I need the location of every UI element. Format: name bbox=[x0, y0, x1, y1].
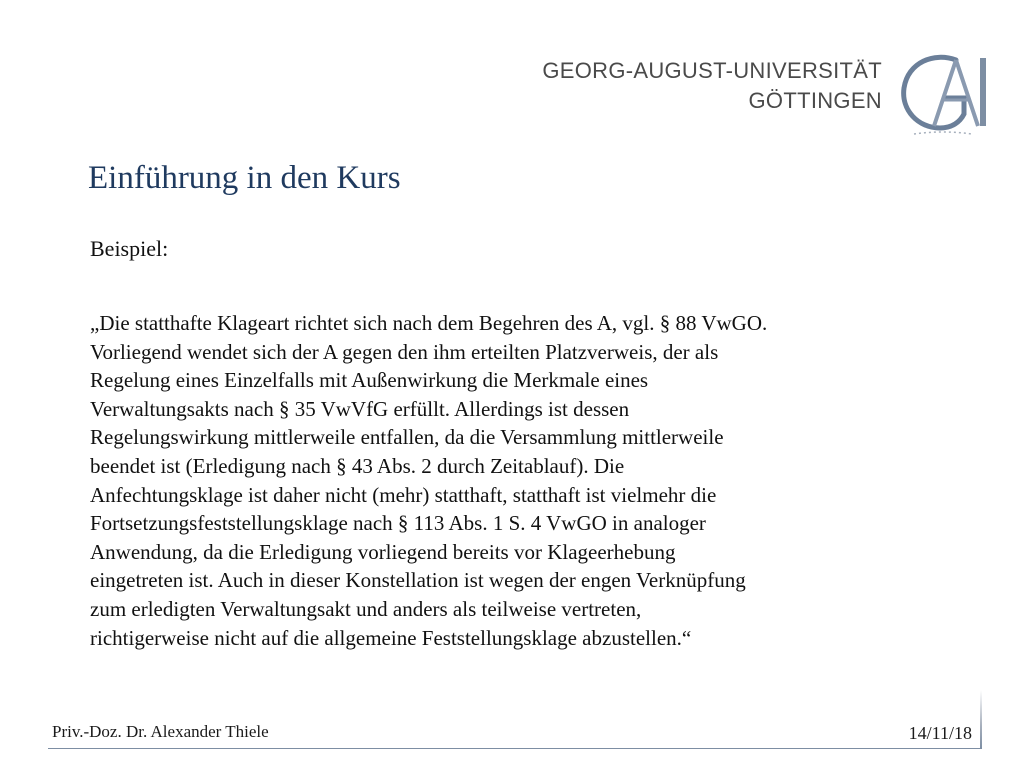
university-name bbox=[542, 56, 882, 116]
footer-author: Priv.-Doz. Dr. Alexander Thiele bbox=[52, 722, 269, 741]
university-name-line1: GEORG-AUGUST-UNIVERSITÄT bbox=[542, 58, 882, 83]
quote-line: Fortsetzungsfeststellungsklage nach § 113 Abs. 1 S. 4 VwGO in analoger bbox=[90, 511, 706, 536]
quote-line: Anwendung, da die Erledigung vorliegend bereits vor Klageerhebung bbox=[90, 539, 676, 564]
university-logo bbox=[894, 46, 992, 138]
logo-baseline bbox=[914, 132, 972, 134]
quote-line: „Die statthafte Klageart richtet sich nach dem Begehren des A, vgl. § 88 VwGO. bbox=[90, 311, 768, 335]
quote-line: Regelung eines Einzelfalls mit Außenwirkung die Merkmale eines bbox=[90, 368, 649, 393]
quote-line: Regelungswirkung mittlerweile entfallen, da die Versammlung mittlerweile bbox=[90, 425, 724, 450]
footer-vertical-divider bbox=[980, 690, 982, 749]
quote-line: beendet ist (Erledigung nach § 43 Abs. 2 durch Zeitablauf). Die bbox=[90, 453, 625, 478]
quote-line: Anfechtungsklage ist daher nicht (mehr) statthaft, statthaft ist vielmehr die bbox=[90, 482, 717, 507]
footer-divider bbox=[48, 748, 982, 749]
university-name-line2: GÖTTINGEN bbox=[748, 88, 882, 113]
quote-line: eingetreten ist. Auch in dieser Konstellation ist wegen der engen Verknüpfung bbox=[90, 568, 746, 593]
logo-a-left bbox=[934, 60, 956, 126]
example-quote bbox=[90, 309, 950, 652]
logo-a-right bbox=[956, 60, 978, 126]
quote-line: Verwaltungsakts nach § 35 VwVfG erfüllt. Allerdings ist dessen bbox=[90, 396, 630, 421]
quote-line: richtigerweise nicht auf die allgemeine Feststellungsklage abzustellen.“ bbox=[90, 625, 692, 650]
example-label: Beispiel: bbox=[90, 236, 169, 261]
quote-line: zum erledigten Verwaltungsakt und anders als teilweise vertreten, bbox=[90, 596, 642, 621]
logo-bar bbox=[980, 58, 986, 126]
slide-title: Einführung in den Kurs bbox=[88, 160, 401, 196]
footer-date: 14/11/18 bbox=[908, 723, 972, 743]
quote-line: Vorliegend wendet sich der A gegen den ihm erteilten Platzverweis, der als bbox=[90, 339, 719, 364]
